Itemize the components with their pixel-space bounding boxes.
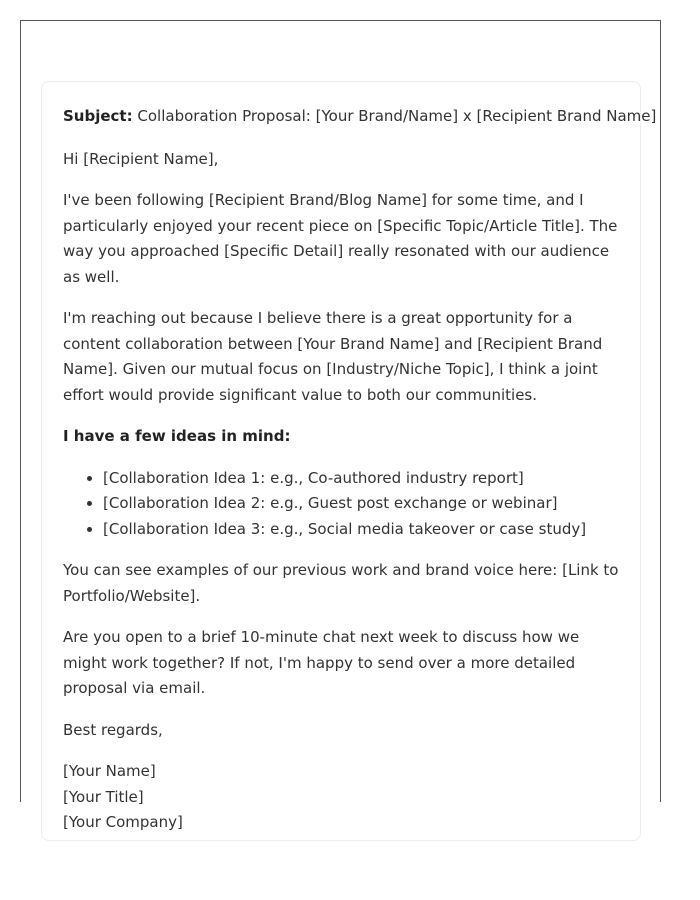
call-to-action-paragraph: Are you open to a brief 10-minute chat next week to discuss how we might work together? If not, I'm happy to send over a more detailed proposal via email. xyxy=(63,628,580,697)
signature-name: [Your Name] xyxy=(63,762,156,780)
subject-label: Subject: xyxy=(63,107,133,125)
intro-paragraph: I've been following [Recipient Brand/Blog Name] for some time, and I particularly enjoyed your recent piece on [Specific Topic/Article Title]. The way you approached [Specific Detail] really resonated with our audience as well. xyxy=(63,191,618,286)
subject-text: Collaboration Proposal: [Your Brand/Name] x [Recipient Brand Name] xyxy=(137,107,657,125)
ideas-list xyxy=(63,466,620,543)
email-card xyxy=(41,81,657,841)
portfolio-paragraph: You can see examples of our previous work and brand voice here: [Link to Portfolio/Website]. xyxy=(63,561,619,605)
subject-line xyxy=(63,104,657,130)
greeting: Hi [Recipient Name], xyxy=(63,149,219,168)
sign-off: Best regards, xyxy=(63,720,163,739)
proposal-paragraph: I'm reaching out because I believe there is a great opportunity for a content collaboration between [Your Brand Name] and [Recipient Brand Name]. Given our mutual focus on [Industry/Niche Topic], I think a joint effort would provide significant value to both our communities. xyxy=(63,309,603,404)
signature-block xyxy=(63,759,620,836)
email-body xyxy=(63,104,657,836)
signature-company: [Your Company] xyxy=(63,813,183,831)
ideas-heading: I have a few ideas in mind: xyxy=(63,427,291,445)
idea-item: • [Collaboration Idea 3: e.g., Social media takeover or case study] xyxy=(103,517,620,543)
idea-item: • [Collaboration Idea 2: e.g., Guest post exchange or webinar] xyxy=(103,491,620,517)
idea-item: • [Collaboration Idea 1: e.g., Co-authored industry report] xyxy=(103,466,620,492)
document-frame xyxy=(20,20,661,831)
signature-title: [Your Title] xyxy=(63,787,144,806)
